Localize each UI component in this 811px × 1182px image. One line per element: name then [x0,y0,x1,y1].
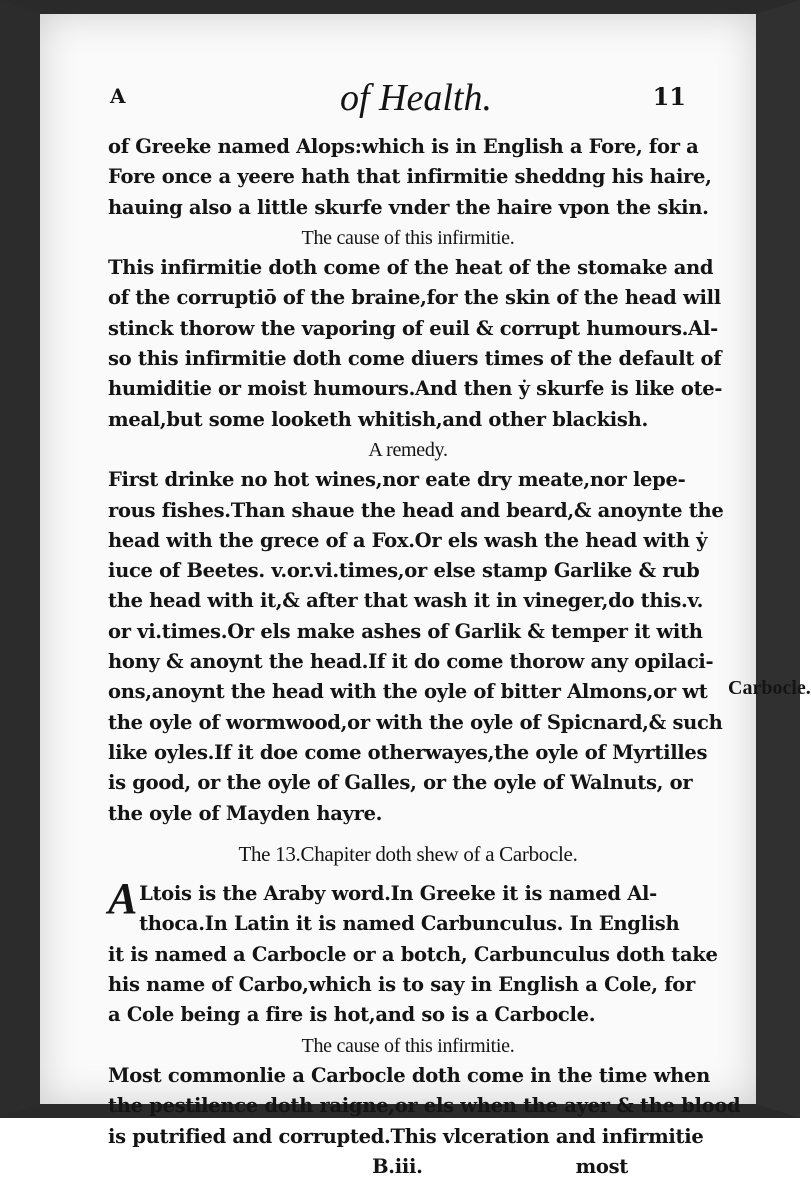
margin-note: Carbocle. [728,677,811,699]
text-line: is putrified and corrupted.This vlceration and infirmitie [108,1124,704,1148]
text-line: a Cole being a fire is hot,and so is a Carbocle. [108,1003,596,1027]
catchword: most [575,1154,628,1178]
text-line: Fore once a yeere hath that infirmitie sheddng his haire, [108,165,712,189]
text-line: is good, or the oyle of Galles, or the oyle of Walnuts, or [108,771,693,795]
text-line: humiditie or moist humours.And then ẏ skurfe is like ote- [108,377,723,401]
page-body [108,132,741,1182]
section-heading: The cause of this infirmitie. [301,226,515,249]
text-line: thoca.In Latin it is named Carbunculus. In English [139,912,680,936]
text-line: of the corruptiō of the braine,for the skin of the head will [108,286,721,310]
chapter-heading: The 13.Chapiter doth shew of a Carbocle. [238,841,578,866]
text-line: Ltois is the Araby word.In Greeke it is named Al- [139,882,657,906]
text-line: meal,but some looketh whitish,and other blackish. [108,407,648,431]
text-line: rous fishes.Than shaue the head and beard,& anoynte the [108,498,724,522]
text-line: it is named a Carbocle or a botch, Carbunculus doth take [108,942,718,966]
page-header [100,76,686,119]
footer-line [108,1152,708,1182]
text-line: like oyles.If it doe come otherwayes,the oyle of Myrtilles [108,740,708,764]
text-line: ons,anoynt the head with the oyle of bitter Almons,or wt [108,680,708,704]
text-line: iuce of Beetes. v.or.vi.times,or else stamp Garlike & rub [108,559,700,583]
text-line: First drinke no hot wines,nor eate dry meate,nor lepe- [108,468,686,492]
text-line: the oyle of Mayden hayre. [108,801,383,825]
text-line: so this infirmitie doth come diuers times of the default of [108,347,722,371]
text-line: hauing also a little skurfe vnder the haire vpon the skin. [108,195,709,219]
text-line: stinck thorow the vaporing of euil & corrupt humours.Al- [108,316,718,340]
text-line: This infirmitie doth come of the heat of the stomake and [108,256,714,280]
text-line: the oyle of wormwood,or with the oyle of Spicnard,& such [108,710,723,734]
signature-letter: A [110,84,126,108]
text-line: or vi.times.Or els make ashes of Garlik & temper it with [108,619,703,643]
text-line: head with the grece of a Fox.Or els wash the head with ẏ [108,528,708,552]
section-heading: The cause of this infirmitie. [301,1034,515,1057]
running-title: of Health. [340,77,492,119]
section-heading: A remedy. [368,438,448,461]
page-number: 11 [652,82,686,111]
text-line: hony & anoynt the head.If it do come thorow any opilaci- [108,650,714,674]
chapter-opening [108,874,708,940]
text-line: the head with it,& after that wash it in vineger,do this.v. [108,589,704,613]
signature-mark: B.iii. [372,1154,423,1178]
text-line: his name of Carbo,which is to say in English a Cole, for [108,973,695,997]
drop-cap: A [108,874,138,924]
text-line: the pestilence doth raigne,or els when the ayer & the blood [108,1094,741,1118]
text-line: Most commonlie a Carbocle doth come in the time when [108,1063,710,1087]
text-line: of Greeke named Alops:which is in English a Fore, for a [108,135,699,158]
